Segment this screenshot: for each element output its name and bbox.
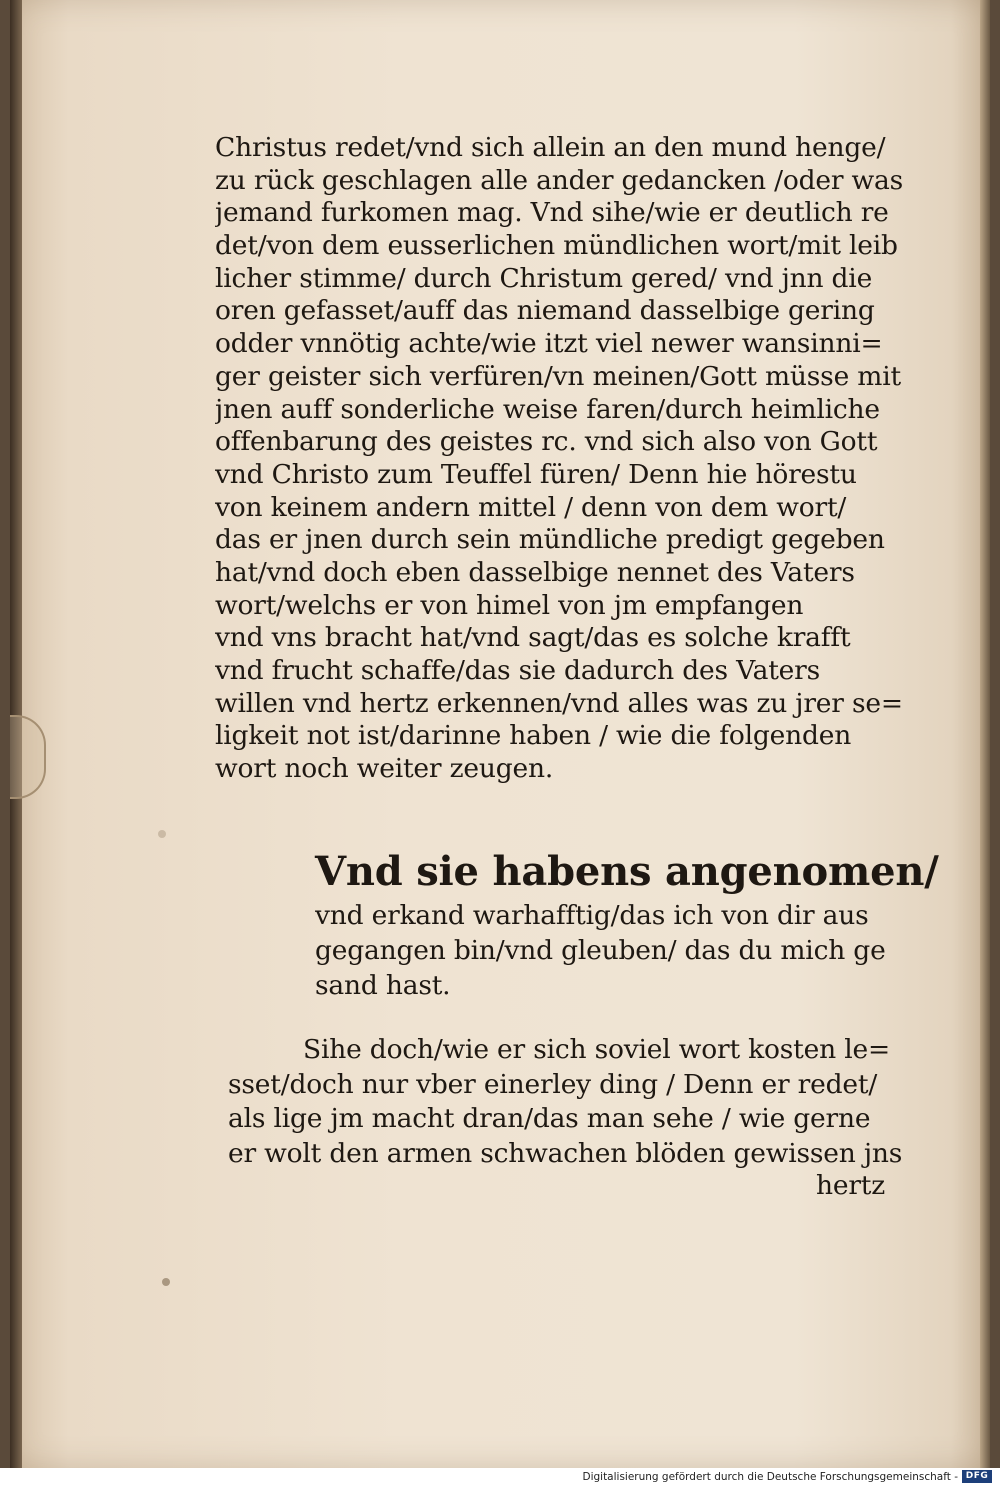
main-paragraph <box>215 132 920 786</box>
text-line: sand hast. <box>315 970 451 1001</box>
text-line: wort noch weiter zeugen. <box>215 753 554 785</box>
text-line: sset/doch nur vber einerley ding / Denn er redet/ <box>228 1068 878 1100</box>
text-line: er wolt den armen schwachen blöden gewissen jns <box>228 1137 903 1169</box>
text-line: oren gefasset/auff das niemand dasselbige gering <box>215 295 875 327</box>
digitization-footer <box>0 1468 1000 1486</box>
commentary-paragraph <box>228 1033 920 1171</box>
funding-credit: Digitalisierung gefördert durch die Deutsche Forschungsgemeinschaft - <box>582 1471 958 1483</box>
binding-tab <box>10 715 46 799</box>
page-fore-edge <box>980 0 990 1468</box>
pin-hole <box>158 830 166 838</box>
text-line: vnd erkand warhafftig/das ich von dir aus <box>315 900 869 931</box>
text-line: Sihe doch/wie er sich soviel wort kosten le= <box>303 1034 890 1065</box>
text-line: vnd Christo zum Teuffel füren/ Denn hie hörestu <box>215 458 857 490</box>
text-line: vnd frucht schaffe/das sie dadurch des Vaters <box>215 655 821 686</box>
text-line: gegangen bin/vnd gleuben/ das du mich ge <box>315 935 886 966</box>
paper-page <box>10 0 990 1468</box>
dfg-logo: DFG <box>962 1470 992 1483</box>
text-line: das er jnen durch sein mündliche predigt gegeben <box>215 524 885 556</box>
text-line: ligkeit not ist/darinne haben / wie die folgenden <box>215 720 852 752</box>
text-line: wort/welchs er von himel von jm empfangen <box>215 589 804 621</box>
text-line: willen vnd hertz erkennen/vnd alles was zu jrer se= <box>215 687 903 719</box>
text-line: jemand furkomen mag. Vnd sihe/wie er deutlich re <box>215 197 889 229</box>
catchword: hertz <box>815 1170 885 1201</box>
text-line: Christus redet/vnd sich allein an den mund henge/ <box>215 132 886 163</box>
scripture-quote <box>315 898 920 1003</box>
pin-hole <box>162 1278 170 1286</box>
text-line: odder vnnötig achte/wie itzt viel newer wansinni= <box>215 328 883 360</box>
text-line: zu rück geschlagen alle ander gedancken /oder was <box>215 164 903 196</box>
text-line: als lige jm macht dran/das man sehe / wie gerne <box>228 1103 871 1134</box>
scripture-heading: Vnd sie habens angenomen/ <box>315 848 939 895</box>
text-line: jnen auff sonderliche weise faren/durch heimliche <box>215 393 880 425</box>
text-line: offenbarung des geistes rc. vnd sich also von Gott <box>215 426 878 458</box>
text-line: det/von dem eusserlichen mündlichen wort/mit leib <box>215 230 898 262</box>
text-line: ger geister sich verfüren/vn meinen/Gott müsse mit <box>215 360 901 392</box>
text-line: hat/vnd doch eben dasselbige nennet des Vaters <box>215 556 855 588</box>
text-line: vnd vns bracht hat/vnd sagt/das es solche krafft <box>215 622 851 654</box>
text-line: licher stimme/ durch Christum gered/ vnd jnn die <box>215 262 873 294</box>
text-line: von keinem andern mittel / denn von dem wort/ <box>215 491 847 523</box>
